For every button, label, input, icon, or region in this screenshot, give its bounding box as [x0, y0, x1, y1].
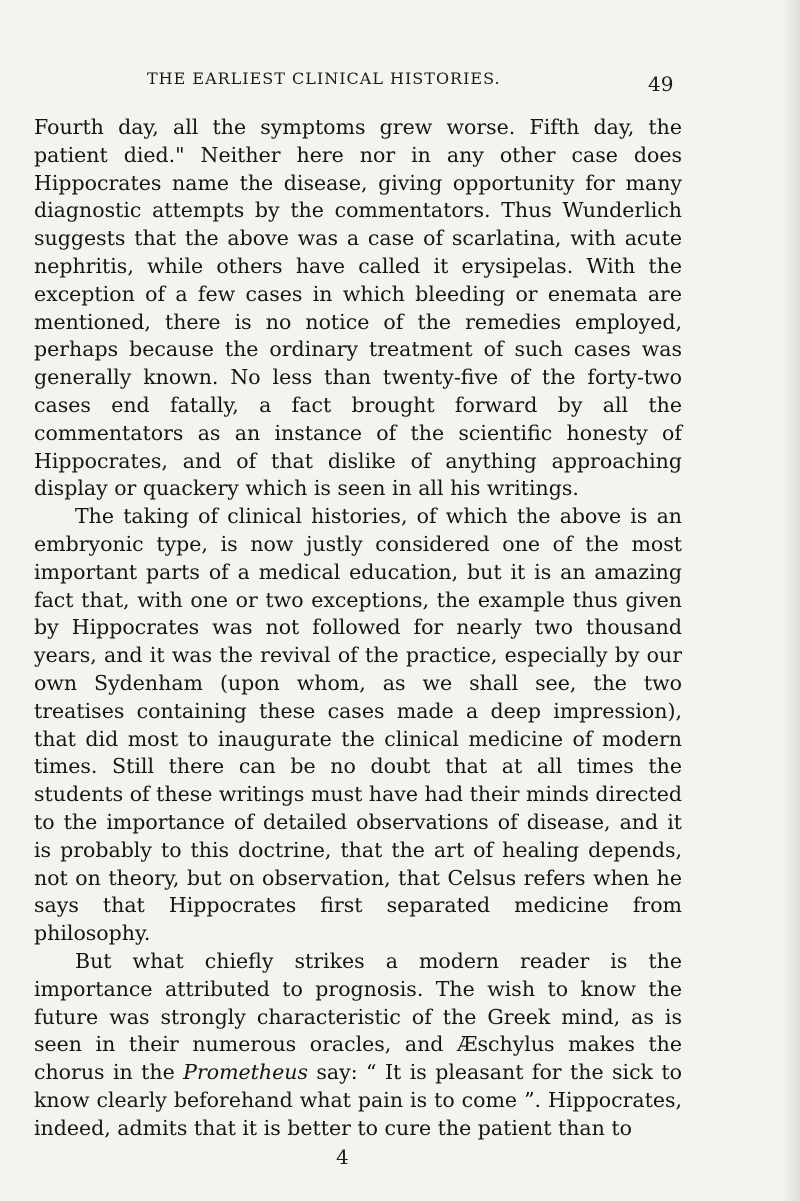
paragraph-1: Fourth day, all the symptoms grew worse. Fifth day, the patient died." Neither here nor in any other case does Hippocrates name the disease, giving opportunity for many diagnostic attempts by the commentators. Thus Wunderlich suggests that the above was a case of scarlatina, with acute nephritis, while others have called it erysipelas. With the exception of a few cases in which bleeding or enemata are mentioned, there is no notice of the remedies employed, perhaps because the ordinary treatment of such cases was generally known. No less than twenty-five of the forty-two cases end fatally, a fact brought forward by all the commentators as an instance of the scientific honesty of Hippocrates, and of that dislike of anything approaching display or quackery which is seen in all his writings. — [34, 115, 682, 501]
work-title-prometheus: Prometheus — [183, 1060, 308, 1085]
paragraph-3 — [34, 948, 682, 1143]
page-edge-shadow — [782, 0, 800, 1201]
body-text — [34, 114, 682, 1142]
paragraph-2: The taking of clinical histories, of which the above is an embryonic type, is now justly considered one of the most important parts of a medical education, but it is an amazing fact that, with one or two exceptions, the example thus given by Hippocrates was not followed for nearly two thousand years, and it was the revival of the practice, especially by our own Sydenham (upon whom, as we shall see, the two treatises containing these cases made a deep impression), that did most to inaugurate the clinical medicine of modern times. Still there can be no doubt that at all times the students of these writings must have had their minds directed to the importance of detailed observations of disease, and it is probably to this doctrine, that the art of healing depends, not on theory, but on observation, that Celsus refers when he says that Hippocrates first separated medicine from philosophy. — [34, 504, 682, 946]
running-title: THE EARLIEST CLINICAL HISTORIES. — [147, 69, 501, 88]
paragraph-3-text-before-title: But what chiefly strikes a modern reader is the importance attributed to prognosis. The wish to know the future was strongly characteristic of the Greek mind, as is seen in their numerous oracles, and Æschylus makes the chorus in the — [34, 948, 682, 1085]
paragraph-3-text-after-title: say: “ It is pleasant for the sick to know clearly beforehand what pain is to come ”. Hippocrates, indeed, admits that it is better to cure the patient than to — [34, 1060, 682, 1140]
signature-mark: 4 — [336, 1145, 349, 1169]
page-number: 49 — [648, 72, 674, 96]
